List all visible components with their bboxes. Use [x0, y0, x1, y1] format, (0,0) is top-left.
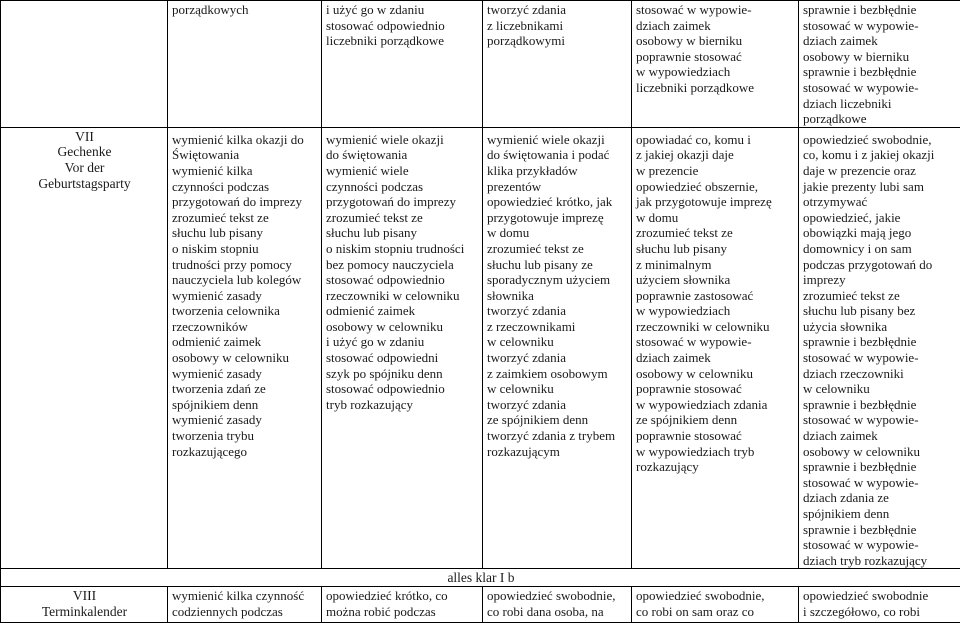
cell-text-line: zrozumieć tekst ze — [326, 210, 479, 226]
cell-text-line: można robić podczas — [326, 604, 479, 620]
cell-text-line: użycia słownika — [803, 319, 957, 335]
cell-text-line: odmienić zaimek — [326, 303, 479, 319]
cell-text-line: tworzenia zdań ze — [172, 381, 318, 397]
grade-cell — [632, 1, 799, 128]
cell-text-line: wymienić kilka czynność — [172, 588, 318, 604]
cell-text-line: w domu — [636, 210, 795, 226]
cell-text-line: poprawnie stosować — [636, 428, 795, 444]
cell-text-line: szyk po spójniku denn — [326, 366, 479, 382]
cell-text-line: w celowniku — [803, 381, 957, 397]
cell-text-line: w prezencie — [636, 163, 795, 179]
grade-cell — [322, 586, 483, 622]
cell-text-line: spójnikiem denn — [803, 506, 957, 522]
cell-text-line: stosować w wypowie- — [803, 350, 957, 366]
cell-text-line: stosować w wypowie- — [636, 2, 795, 18]
cell-text-line: trudności przy pomocy — [172, 257, 318, 273]
cell-text-line: wymienić zasady — [172, 366, 318, 382]
cell-text-line: do świętowania i podać — [487, 147, 628, 163]
cell-text-line: stosować w wypowie- — [803, 475, 957, 491]
grade-cell — [322, 1, 483, 128]
cell-text-line: rozkazującego — [172, 444, 318, 460]
cell-text-line: jakie prezenty lubi sam — [803, 179, 957, 195]
cell-text-line: dziach rzeczowniki — [803, 366, 957, 382]
cell-text-line: opowiedzieć obszernie, — [636, 179, 795, 195]
cell-text-line: wymienić kilka okazji do — [172, 132, 318, 148]
cell-text-line: opowiedzieć swobodnie, — [487, 588, 628, 604]
cell-text-line: z jakiej okazji daje — [636, 147, 795, 163]
grade-cell — [168, 1, 322, 128]
cell-text-line: sprawnie i bezbłędnie — [803, 459, 957, 475]
cell-text-line: w domu — [487, 225, 628, 241]
table-row — [1, 1, 960, 128]
cell-text-line: dziach zaimek — [803, 428, 957, 444]
grade-cell — [799, 586, 960, 622]
cell-text-line: sporadycznym użyciem — [487, 272, 628, 288]
cell-text-line: jak przygotowuje imprezę — [636, 194, 795, 210]
cell-text-line: liczebniki porządkowe — [326, 33, 479, 49]
cell-text-line: poprawnie stosować — [636, 49, 795, 65]
cell-text-line: rzeczowników — [172, 319, 318, 335]
cell-text-line: zrozumieć tekst ze — [487, 241, 628, 257]
cell-text-line: w wypowiedziach — [636, 64, 795, 80]
cell-text-line: z rzeczownikami — [487, 319, 628, 335]
cell-text-line: wymienić wiele — [326, 163, 479, 179]
grade-cell — [799, 1, 960, 128]
module-title-cell — [1, 586, 168, 622]
cell-text-line: użyciem słownika — [636, 272, 795, 288]
cell-text-line: dziach zaimek — [803, 33, 957, 49]
cell-text-line: spójnikiem denn — [172, 397, 318, 413]
cell-text-line: poprawnie stosować — [636, 381, 795, 397]
cell-text-line: z minimalnym — [636, 257, 795, 273]
cell-text-line: wymienić zasady — [172, 412, 318, 428]
cell-text-line: o niskim stopniu — [172, 241, 318, 257]
cell-text-line: daje w prezencie oraz — [803, 163, 957, 179]
cell-text-line: zrozumieć tekst ze — [803, 288, 957, 304]
cell-text-line: dziach liczebniki — [803, 96, 957, 112]
cell-text-line: bez pomocy nauczyciela — [326, 257, 479, 273]
cell-text-line: opowiedzieć swobodnie — [803, 588, 957, 604]
cell-text-line: osobowy w bierniku — [636, 33, 795, 49]
cell-text-line: stosować odpowiedni — [326, 350, 479, 366]
cell-text-line: osobowy w celowniku — [326, 319, 479, 335]
cell-text-line: sprawnie i bezbłędnie — [803, 522, 957, 538]
table-row — [1, 127, 960, 569]
cell-text-line: z zaimkiem osobowym — [487, 366, 628, 382]
cell-text-line: osobowy w celowniku — [803, 444, 957, 460]
table-row — [1, 586, 960, 622]
cell-text-line: sprawnie i bezbłędnie — [803, 64, 957, 80]
cell-text-line: tworzyć zdania — [487, 397, 628, 413]
cell-text-line: co, komu i z jakiej okazji — [803, 147, 957, 163]
cell-text-line: sprawnie i bezbłędnie — [803, 2, 957, 18]
grade-cell — [483, 1, 632, 128]
cell-text-line: opowiedzieć krótko, jak — [487, 194, 628, 210]
cell-text-line: dziach tryb rozkazujący — [803, 553, 957, 569]
cell-text-line: Terminkalender — [5, 604, 164, 620]
cell-text-line: Świętowania — [172, 147, 318, 163]
cell-text-line: stosować w wypowie- — [636, 334, 795, 350]
cell-text-line: dziach zaimek — [636, 18, 795, 34]
cell-text-line: wymienić wiele okazji — [326, 132, 479, 148]
cell-text-line: stosować w wypowie- — [803, 80, 957, 96]
grade-cell — [168, 586, 322, 622]
table-row — [1, 569, 960, 587]
cell-text-line: osobowy w celowniku — [636, 366, 795, 382]
cell-text-line: słuchu lub pisany — [636, 241, 795, 257]
cell-text-line: opowiedzieć, jakie — [803, 210, 957, 226]
grade-cell — [632, 127, 799, 569]
cell-text-line: klika przykładów — [487, 163, 628, 179]
cell-text-line: i użyć go w zdaniu — [326, 334, 479, 350]
grade-cell — [483, 586, 632, 622]
cell-text-line: domownicy i on sam — [803, 241, 957, 257]
cell-text-line: rozkazujący — [636, 459, 795, 475]
cell-text-line: VII — [5, 129, 164, 145]
cell-text-line: podczas przygotowań do — [803, 257, 957, 273]
grade-cell — [168, 127, 322, 569]
cell-text-line: Gechenke — [5, 144, 164, 160]
cell-text-line: przygotowań do imprezy — [326, 194, 479, 210]
cell-text-line: rzeczowniki w celowniku — [636, 319, 795, 335]
cell-text-line: opowiedzieć krótko, co — [326, 588, 479, 604]
cell-text-line: co robi on sam oraz co — [636, 604, 795, 620]
cell-text-line: przygotowań do imprezy — [172, 194, 318, 210]
cell-text-line: rzeczowniki w celowniku — [326, 288, 479, 304]
cell-text-line: wymienić zasady — [172, 288, 318, 304]
cell-text-line: osobowy w bierniku — [803, 49, 957, 65]
cell-text-line: Vor der — [5, 160, 164, 176]
cell-text-line: tworzenia celownika — [172, 303, 318, 319]
grade-cell — [632, 586, 799, 622]
cell-text-line: liczebniki porządkowe — [636, 80, 795, 96]
cell-text-line: z liczebnikami — [487, 18, 628, 34]
cell-text-line: zrozumieć tekst ze — [636, 225, 795, 241]
cell-text-line: ze spójnikiem denn — [487, 412, 628, 428]
cell-text-line: stosować odpowiednio — [326, 272, 479, 288]
cell-text-line: w wypowiedziach — [636, 303, 795, 319]
cell-text-line: stosować odpowiednio — [326, 18, 479, 34]
cell-text-line: i szczegółowo, co robi — [803, 604, 957, 620]
cell-text-line: poprawnie zastosować — [636, 288, 795, 304]
cell-text-line: i użyć go w zdaniu — [326, 2, 479, 18]
cell-text-line: otrzymywać — [803, 194, 957, 210]
cell-text-line: zrozumieć tekst ze — [172, 210, 318, 226]
cell-text-line: w wypowiedziach zdania — [636, 397, 795, 413]
cell-text-line: słownika — [487, 288, 628, 304]
cell-text-line: obowiązki mają jego — [803, 225, 957, 241]
cell-text-line: w celowniku — [487, 334, 628, 350]
cell-text-line: tworzyć zdania z trybem — [487, 428, 628, 444]
cell-text-line: nauczyciela lub kolegów — [172, 272, 318, 288]
cell-text-line: słuchu lub pisany bez — [803, 303, 957, 319]
cell-text-line: w celowniku — [487, 381, 628, 397]
cell-text-line: przygotowuje imprezę — [487, 210, 628, 226]
cell-text-line: stosować w wypowie- — [803, 537, 957, 553]
cell-text-line: w wypowiedziach tryb — [636, 444, 795, 460]
all-classes-label: alles klar I b — [1, 569, 960, 587]
module-cell — [1, 1, 168, 128]
grade-cell — [799, 127, 960, 569]
cell-text-line: porządkowych — [172, 2, 318, 18]
cell-text-line: stosować odpowiednio — [326, 381, 479, 397]
cell-text-line: dziach zaimek — [636, 350, 795, 366]
cell-text-line: ze spójnikiem denn — [636, 412, 795, 428]
cell-text-line: opowiedzieć swobodnie, — [636, 588, 795, 604]
cell-text-line: czynności podczas — [172, 179, 318, 195]
cell-text-line: słuchu lub pisany — [326, 225, 479, 241]
cell-text-line: porządkowe — [803, 111, 957, 127]
cell-text-line: sprawnie i bezbłędnie — [803, 397, 957, 413]
cell-text-line: odmienić zaimek — [172, 334, 318, 350]
grade-cell — [322, 127, 483, 569]
cell-text-line: czynności podczas — [326, 179, 479, 195]
cell-text-line: tworzyć zdania — [487, 303, 628, 319]
module-title-cell — [1, 127, 168, 569]
cell-text-line: prezentów — [487, 179, 628, 195]
cell-text-line: tworzenia trybu — [172, 428, 318, 444]
cell-text-line: słuchu lub pisany ze — [487, 257, 628, 273]
grade-cell — [483, 127, 632, 569]
cell-text-line: imprezy — [803, 272, 957, 288]
cell-text-line: Geburtstagsparty — [5, 176, 164, 192]
cell-text-line: opowiedzieć swobodnie, — [803, 132, 957, 148]
cell-text-line: sprawnie i bezbłędnie — [803, 334, 957, 350]
cell-text-line: porządkowymi — [487, 33, 628, 49]
cell-text-line: tryb rozkazujący — [326, 397, 479, 413]
cell-text-line: tworzyć zdania — [487, 2, 628, 18]
cell-text-line: wymienić kilka — [172, 163, 318, 179]
cell-text-line: opowiadać co, komu i — [636, 132, 795, 148]
cell-text-line: codziennych podczas — [172, 604, 318, 620]
cell-text-line: stosować w wypowie- — [803, 18, 957, 34]
cell-text-line: dziach zdania ze — [803, 490, 957, 506]
cell-text-line: VIII — [5, 588, 164, 604]
cell-text-line: co robi dana osoba, na — [487, 604, 628, 620]
cell-text-line: słuchu lub pisany — [172, 225, 318, 241]
cell-text-line: wymienić wiele okazji — [487, 132, 628, 148]
cell-text-line: o niskim stopniu trudności — [326, 241, 479, 257]
cell-text-line: do świętowania — [326, 147, 479, 163]
cell-text-line: osobowy w celowniku — [172, 350, 318, 366]
cell-text-line: stosować w wypowie- — [803, 412, 957, 428]
cell-text-line: tworzyć zdania — [487, 350, 628, 366]
cell-text-line: rozkazującym — [487, 444, 628, 460]
